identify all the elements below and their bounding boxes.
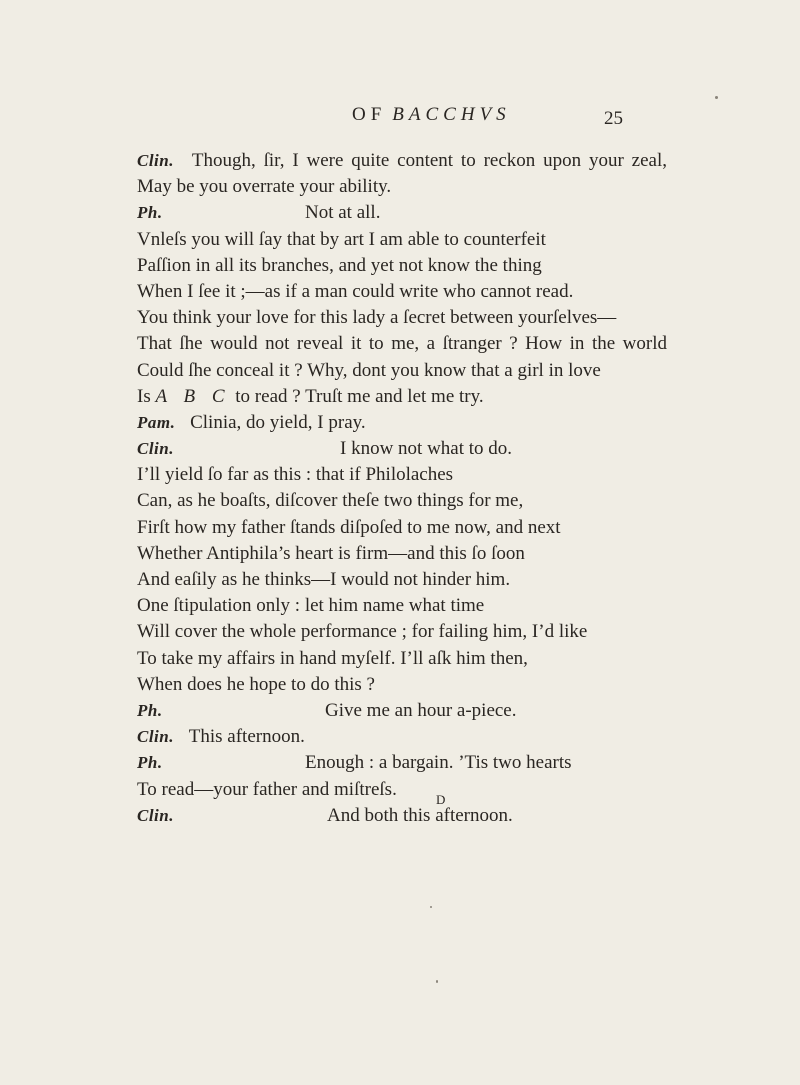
speaker-label: Ph. bbox=[137, 203, 163, 223]
running-head bbox=[352, 104, 511, 126]
speech-text: When does he hope to do this ? bbox=[137, 673, 375, 695]
verse-line bbox=[137, 384, 667, 410]
speaker-label: Clin. bbox=[137, 439, 174, 459]
speech-text: Could ſhe conceal it ? Why, dont you know that a girl in love bbox=[137, 359, 601, 381]
verse-line bbox=[137, 488, 667, 514]
speech-text: And both this afternoon. bbox=[327, 804, 513, 826]
verse-line bbox=[137, 410, 667, 436]
speaker-label: Ph. bbox=[137, 700, 163, 720]
verse-line bbox=[137, 567, 667, 593]
speech-text: Clinia, do yield, I pray. bbox=[190, 411, 366, 433]
speech-text: I know not what to do. bbox=[340, 438, 513, 460]
speech-text: You think your love for this lady a ſecret between yourſelves— bbox=[137, 307, 617, 329]
speaker-label: Clin. bbox=[137, 151, 174, 170]
speech-text: I’ll yield ſo far as this : that if Philolaches bbox=[137, 464, 454, 486]
speech-text: May be you overrate your ability. bbox=[137, 176, 392, 198]
verse-line bbox=[137, 777, 667, 803]
speech-text: Give me an hour a-piece. bbox=[325, 699, 517, 721]
signature-mark: D bbox=[436, 792, 446, 807]
speech-text: This afternoon. bbox=[188, 726, 305, 748]
paper-speck bbox=[430, 906, 432, 908]
speech-text: That ſhe would not reveal it to me, a ſtranger ? How in the world bbox=[137, 333, 667, 355]
speech-text: Whether Antiphila’s heart is firm—and this ſo ſoon bbox=[137, 542, 525, 564]
verse-line bbox=[137, 724, 667, 750]
speech-text: Will cover the whole performance ; for failing him, I’d like bbox=[137, 621, 588, 643]
verse-line bbox=[137, 227, 667, 253]
speech-text: To read—your father and miſtreſs. bbox=[137, 778, 397, 800]
speech-text: to read ? Truſt me and let me try. bbox=[235, 385, 484, 407]
verse-line bbox=[137, 646, 667, 672]
speech-text: Not at all. bbox=[305, 202, 381, 224]
paper-speck bbox=[436, 980, 438, 983]
running-head-of: OF bbox=[352, 104, 387, 125]
verse-line bbox=[137, 462, 667, 488]
running-head-title: BACCHVS bbox=[392, 104, 511, 125]
verse-line bbox=[137, 200, 667, 226]
page-header bbox=[0, 104, 800, 134]
paper-speck bbox=[715, 96, 718, 99]
verse-line bbox=[137, 619, 667, 645]
verse-line bbox=[137, 331, 667, 357]
speech-text: Enough : a bargain. ’Tis two hearts bbox=[305, 752, 572, 774]
verse-line bbox=[137, 305, 667, 331]
verse-line bbox=[137, 593, 667, 619]
speaker-label: Pam. bbox=[137, 412, 176, 432]
verse-line bbox=[137, 253, 667, 279]
speaker-label: Clin. bbox=[137, 727, 174, 747]
page-number: 25 bbox=[604, 108, 623, 129]
verse-line bbox=[137, 148, 667, 174]
speech-text: Paſſion in all its branches, and yet not know the thing bbox=[137, 254, 542, 276]
speech-text: To take my affairs in hand myſelf. I’ll aſk him then, bbox=[137, 647, 528, 669]
speech-text: Though, ſir, I were quite content to reckon upon your zeal, bbox=[191, 150, 668, 171]
speaker-label: Ph. bbox=[137, 753, 163, 773]
speech-text: When I ſee it ;—as if a man could write who cannot read. bbox=[137, 280, 574, 302]
speech-text: Vnleſs you will ſay that by art I am able to counterfeit bbox=[137, 228, 546, 250]
speech-text: And eaſily as he thinks—I would not hinder him. bbox=[137, 569, 511, 590]
verse-line bbox=[137, 803, 667, 829]
play-text bbox=[137, 148, 667, 829]
verse-line bbox=[137, 515, 667, 541]
speech-text: One ſtipulation only : let him name what time bbox=[137, 595, 485, 617]
verse-line bbox=[137, 672, 667, 698]
verse-line bbox=[137, 279, 667, 305]
verse-line bbox=[137, 174, 667, 200]
speech-text: Firſt how my father ſtands diſpoſed to me now, and next bbox=[137, 516, 561, 538]
verse-line bbox=[137, 358, 667, 384]
verse-line bbox=[137, 750, 667, 776]
verse-line bbox=[137, 436, 667, 462]
alphabet-letters: A B C bbox=[155, 385, 231, 407]
speech-text: Can, as he boaſts, diſcover theſe two things for me, bbox=[137, 490, 524, 512]
verse-line bbox=[137, 698, 667, 724]
verse-line bbox=[137, 541, 667, 567]
line-prefix: Is bbox=[137, 385, 151, 407]
speaker-label: Clin. bbox=[137, 805, 174, 825]
